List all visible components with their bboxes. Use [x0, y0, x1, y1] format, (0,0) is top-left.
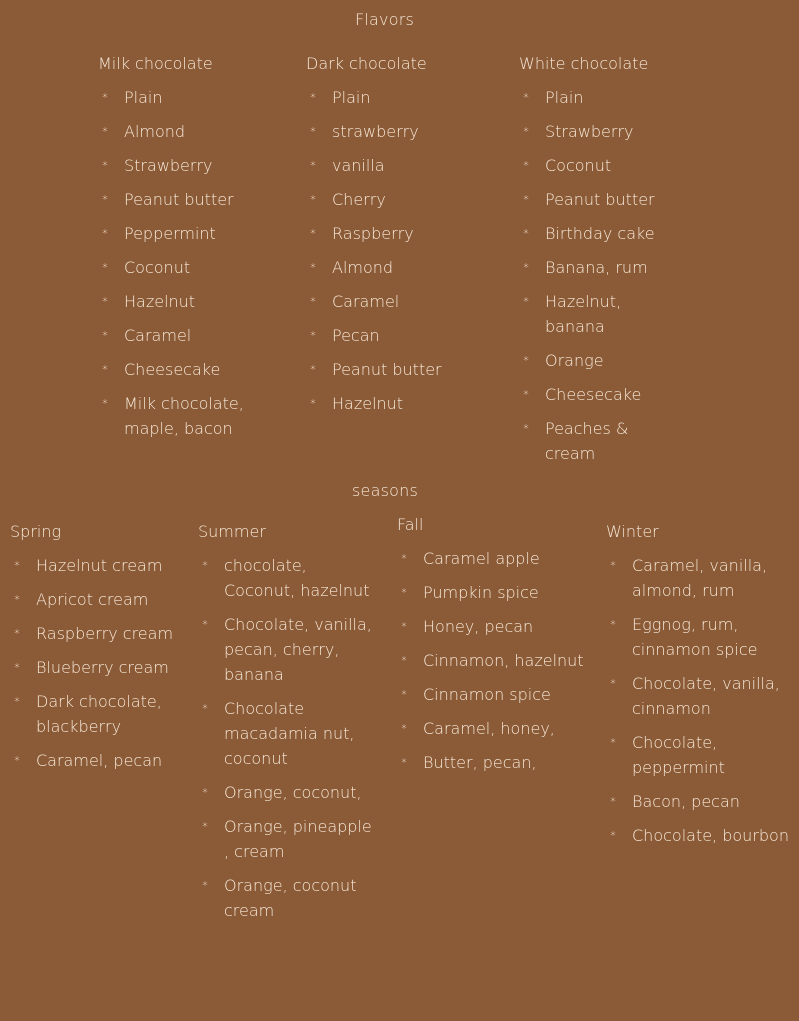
list-item-label: Almond — [124, 122, 186, 141]
bullet-icon: * — [310, 397, 316, 410]
list-item-label: Milk chocolate, maple, bacon — [124, 394, 244, 438]
bullet-icon: * — [310, 125, 316, 138]
bullet-icon: * — [401, 654, 407, 667]
bullet-icon: * — [523, 261, 529, 274]
list-item — [606, 730, 791, 780]
spring-heading: Spring — [10, 522, 62, 541]
bullet-icon: * — [102, 261, 108, 274]
list-item-label: Butter, pecan, — [423, 753, 537, 772]
list-item — [519, 416, 669, 466]
flavors-title: Flavors — [355, 10, 415, 29]
milk-chocolate-heading: Milk chocolate — [98, 54, 213, 73]
list-item-label: Almond — [332, 258, 394, 277]
bullet-icon: * — [310, 363, 316, 376]
list-item — [198, 814, 378, 864]
list-item-label: Hazelnut — [332, 394, 404, 413]
list-item-label: Bacon, pecan — [632, 792, 740, 811]
list-item-label: Blueberry cream — [36, 658, 169, 677]
list-item — [306, 153, 486, 178]
bullet-icon: * — [610, 795, 616, 808]
list-item-label: Cinnamon spice — [423, 685, 551, 704]
list-item — [519, 119, 669, 144]
list-item-label: Raspberry cream — [36, 624, 174, 643]
list-item-label: Cheesecake — [124, 360, 221, 379]
list-item-label: Plain — [545, 88, 584, 107]
white-chocolate-heading: White chocolate — [519, 54, 649, 73]
dark-chocolate-heading: Dark chocolate — [306, 54, 427, 73]
list-item — [198, 696, 378, 771]
bullet-icon: * — [202, 702, 208, 715]
bullet-icon: * — [202, 618, 208, 631]
list-item-label: Plain — [124, 88, 163, 107]
bullet-icon: * — [610, 829, 616, 842]
bullet-icon: * — [14, 754, 20, 767]
summer-heading: Summer — [198, 522, 266, 541]
list-item-label: Caramel — [332, 292, 400, 311]
winter-list — [606, 553, 791, 857]
bullet-icon: * — [401, 688, 407, 701]
bullet-icon: * — [310, 227, 316, 240]
list-item-label: Caramel, honey, — [423, 719, 555, 738]
fall-list — [397, 546, 587, 784]
list-item — [606, 553, 791, 603]
list-item — [98, 187, 273, 212]
bullet-icon: * — [310, 329, 316, 342]
list-item — [519, 348, 669, 373]
list-item — [98, 357, 273, 382]
list-item — [606, 671, 791, 721]
list-item-label: Orange, coconut, — [224, 783, 362, 802]
bullet-icon: * — [102, 125, 108, 138]
list-item — [10, 655, 190, 680]
list-item — [519, 382, 669, 407]
list-item — [306, 221, 486, 246]
list-item-label: Chocolate, peppermint — [632, 733, 725, 777]
list-item-label: Honey, pecan — [423, 617, 534, 636]
bullet-icon: * — [523, 295, 529, 308]
list-item — [10, 587, 190, 612]
white-chocolate-list — [519, 85, 669, 475]
list-item-label: Eggnog, rum, cinnamon spice — [632, 615, 758, 659]
list-item — [98, 323, 273, 348]
bullet-icon: * — [102, 227, 108, 240]
list-item-label: Cinnamon, hazelnut — [423, 651, 584, 670]
milk-chocolate-list — [98, 85, 273, 450]
list-item-label: Chocolate, bourbon — [632, 826, 789, 845]
list-item — [306, 323, 486, 348]
list-item — [606, 789, 791, 814]
list-item-label: Hazelnut — [124, 292, 196, 311]
list-item — [306, 391, 486, 416]
bullet-icon: * — [523, 388, 529, 401]
bullet-icon: * — [523, 422, 529, 435]
list-item — [306, 119, 486, 144]
list-item-label: Caramel, pecan — [36, 751, 163, 770]
bullet-icon: * — [202, 786, 208, 799]
list-item — [198, 612, 378, 687]
list-item-label: Orange, pineapple , cream — [224, 817, 372, 861]
list-item — [397, 614, 587, 639]
bullet-icon: * — [202, 820, 208, 833]
bullet-icon: * — [523, 227, 529, 240]
bullet-icon: * — [310, 159, 316, 172]
list-item-label: Caramel, vanilla, almond, rum — [632, 556, 768, 600]
list-item-label: Pumpkin spice — [423, 583, 539, 602]
bullet-icon: * — [102, 329, 108, 342]
list-item-label: Peanut butter — [124, 190, 234, 209]
list-item — [519, 187, 669, 212]
bullet-icon: * — [523, 193, 529, 206]
list-item — [98, 221, 273, 246]
bullet-icon: * — [401, 620, 407, 633]
list-item-label: Dark chocolate, blackberry — [36, 692, 162, 736]
list-item-label: strawberry — [332, 122, 419, 141]
bullet-icon: * — [102, 397, 108, 410]
list-item-label: Caramel — [124, 326, 192, 345]
list-item — [519, 221, 669, 246]
list-item — [519, 289, 669, 339]
list-item-label: Cherry — [332, 190, 386, 209]
winter-heading: Winter — [606, 522, 659, 541]
bullet-icon: * — [102, 363, 108, 376]
list-item-label: Banana, rum — [545, 258, 648, 277]
list-item — [519, 255, 669, 280]
bullet-icon: * — [310, 91, 316, 104]
seasons-title: seasons — [352, 481, 418, 500]
list-item-label: vanilla — [332, 156, 385, 175]
list-item — [397, 682, 587, 707]
bullet-icon: * — [14, 661, 20, 674]
bullet-icon: * — [610, 677, 616, 690]
list-item-label: Hazelnut cream — [36, 556, 163, 575]
bullet-icon: * — [102, 91, 108, 104]
list-item — [198, 780, 378, 805]
list-item — [98, 289, 273, 314]
bullet-icon: * — [523, 91, 529, 104]
bullet-icon: * — [310, 295, 316, 308]
bullet-icon: * — [401, 756, 407, 769]
list-item — [198, 873, 378, 923]
list-item — [306, 187, 486, 212]
bullet-icon: * — [14, 593, 20, 606]
bullet-icon: * — [102, 193, 108, 206]
list-item-label: Peanut butter — [332, 360, 442, 379]
bullet-icon: * — [401, 722, 407, 735]
list-item — [306, 85, 486, 110]
bullet-icon: * — [310, 261, 316, 274]
list-item-label: Strawberry — [124, 156, 213, 175]
list-item-label: Caramel apple — [423, 549, 540, 568]
dark-chocolate-list — [306, 85, 486, 425]
bullet-icon: * — [102, 295, 108, 308]
bullet-icon: * — [202, 559, 208, 572]
summer-list — [198, 553, 378, 932]
list-item-label: chocolate, Coconut, hazelnut — [224, 556, 370, 600]
list-item — [198, 553, 378, 603]
list-item-label: Strawberry — [545, 122, 634, 141]
list-item-label: Orange — [545, 351, 604, 370]
list-item — [98, 119, 273, 144]
bullet-icon: * — [610, 559, 616, 572]
list-item — [397, 716, 587, 741]
list-item-label: Peaches & cream — [545, 419, 629, 463]
list-item — [306, 357, 486, 382]
list-item — [10, 621, 190, 646]
list-item — [10, 553, 190, 578]
list-item-label: Birthday cake — [545, 224, 655, 243]
bullet-icon: * — [102, 159, 108, 172]
list-item — [10, 748, 190, 773]
bullet-icon: * — [610, 736, 616, 749]
bullet-icon: * — [14, 559, 20, 572]
list-item-label: Orange, coconut cream — [224, 876, 357, 920]
list-item-label: Chocolate, vanilla, cinnamon — [632, 674, 780, 718]
bullet-icon: * — [401, 552, 407, 565]
list-item-label: Cheesecake — [545, 385, 642, 404]
list-item-label: Chocolate, vanilla, pecan, cherry, banana — [224, 615, 372, 684]
spring-list — [10, 553, 190, 782]
list-item — [397, 546, 587, 571]
list-item-label: Plain — [332, 88, 371, 107]
bullet-icon: * — [523, 354, 529, 367]
list-item-label: Peppermint — [124, 224, 216, 243]
list-item — [306, 289, 486, 314]
bullet-icon: * — [14, 627, 20, 640]
list-item-label: Hazelnut, banana — [545, 292, 622, 336]
bullet-icon: * — [401, 586, 407, 599]
list-item — [98, 255, 273, 280]
list-item — [519, 153, 669, 178]
list-item — [606, 612, 791, 662]
bullet-icon: * — [523, 159, 529, 172]
list-item — [519, 85, 669, 110]
list-item — [606, 823, 791, 848]
list-item — [306, 255, 486, 280]
list-item — [10, 689, 190, 739]
list-item — [98, 153, 273, 178]
list-item-label: Coconut — [545, 156, 612, 175]
bullet-icon: * — [523, 125, 529, 138]
bullet-icon: * — [610, 618, 616, 631]
list-item — [98, 85, 273, 110]
bullet-icon: * — [14, 695, 20, 708]
list-item-label: Peanut butter — [545, 190, 655, 209]
list-item-label: Chocolate macadamia nut, coconut — [224, 699, 355, 768]
list-item — [397, 750, 587, 775]
list-item-label: Apricot cream — [36, 590, 149, 609]
bullet-icon: * — [202, 879, 208, 892]
list-item — [397, 580, 587, 605]
bullet-icon: * — [310, 193, 316, 206]
list-item — [397, 648, 587, 673]
list-item — [98, 391, 273, 441]
fall-heading: Fall — [397, 515, 424, 534]
list-item-label: Raspberry — [332, 224, 414, 243]
list-item-label: Pecan — [332, 326, 380, 345]
list-item-label: Coconut — [124, 258, 191, 277]
